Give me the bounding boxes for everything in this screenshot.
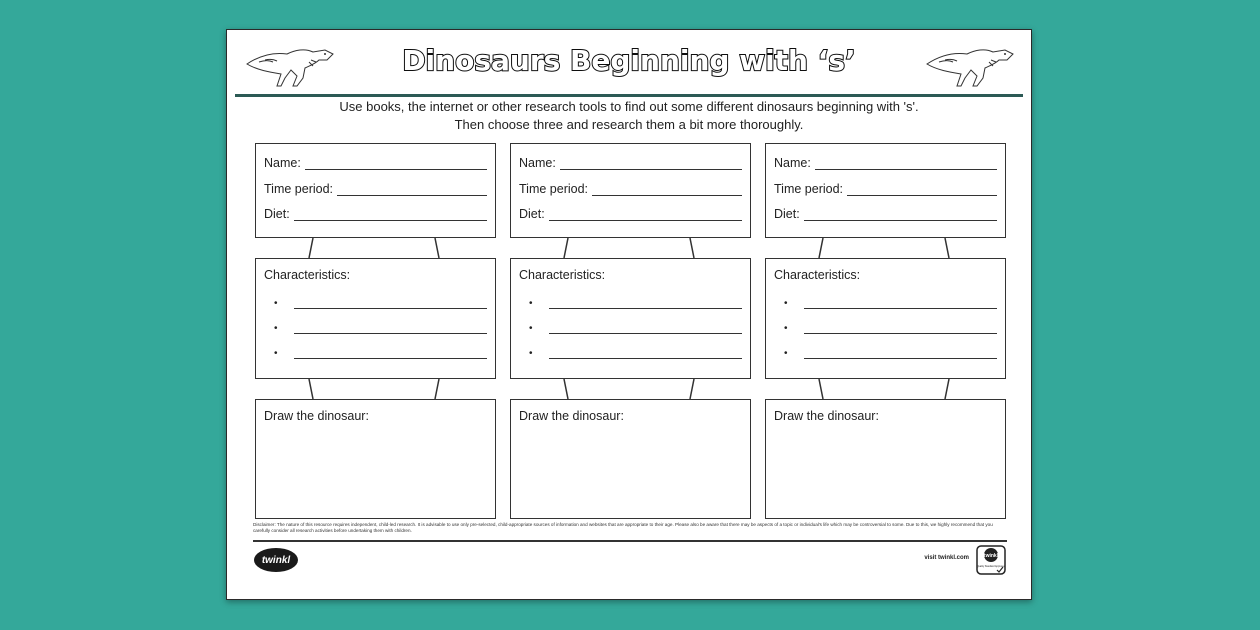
bullet: • bbox=[529, 323, 533, 334]
diet-field-3[interactable] bbox=[774, 203, 997, 221]
badge-subtext: Quality Standard Approved bbox=[976, 565, 1006, 568]
answer-line[interactable] bbox=[305, 157, 487, 170]
answer-line[interactable] bbox=[549, 323, 742, 334]
characteristic-line[interactable] bbox=[529, 295, 742, 309]
connector-3b bbox=[765, 379, 1006, 399]
disclaimer-text: Disclaimer: The nature of this resource requires independent, child-led research. It is advisable to use only pre-selected, child-appropriate sources of information and websites that are appropriate to their age. Please also be aware that there may be aspects of a topic or individual's life which may be controversial to some. Due to this, we highly recommend that you carefully consider all research activities before undertaking them with children. bbox=[253, 522, 993, 533]
connector-1a bbox=[255, 238, 496, 258]
time-period-label: Time period: bbox=[774, 182, 844, 196]
answer-line[interactable] bbox=[804, 348, 997, 359]
draw-label: Draw the dinosaur: bbox=[264, 409, 369, 423]
drawing-box-2[interactable] bbox=[510, 399, 751, 519]
bullet: • bbox=[784, 323, 788, 334]
characteristic-line[interactable] bbox=[529, 320, 742, 334]
diet-label: Diet: bbox=[264, 207, 290, 221]
answer-line[interactable] bbox=[847, 183, 997, 196]
time-period-field-2[interactable] bbox=[519, 178, 742, 196]
characteristic-line[interactable] bbox=[274, 320, 487, 334]
bullet: • bbox=[529, 348, 533, 359]
diet-field-2[interactable] bbox=[519, 203, 742, 221]
twinkl-logo[interactable] bbox=[253, 546, 299, 574]
bullet: • bbox=[274, 298, 278, 309]
bullet: • bbox=[784, 348, 788, 359]
footer-divider bbox=[253, 540, 1007, 542]
info-box-2 bbox=[510, 143, 751, 238]
answer-line[interactable] bbox=[294, 323, 487, 334]
info-box-3 bbox=[765, 143, 1006, 238]
name-field-3[interactable] bbox=[774, 152, 997, 170]
info-box-1 bbox=[255, 143, 496, 238]
answer-line[interactable] bbox=[294, 348, 487, 359]
answer-line[interactable] bbox=[294, 208, 487, 221]
characteristic-line[interactable] bbox=[784, 295, 997, 309]
bullet: • bbox=[274, 323, 278, 334]
characteristic-line[interactable] bbox=[274, 345, 487, 359]
worksheet-header bbox=[235, 34, 1023, 97]
characteristic-line[interactable] bbox=[529, 345, 742, 359]
answer-line[interactable] bbox=[549, 208, 742, 221]
connector-1b bbox=[255, 379, 496, 399]
answer-line[interactable] bbox=[804, 208, 997, 221]
answer-line[interactable] bbox=[592, 183, 742, 196]
instructions bbox=[227, 98, 1031, 134]
time-period-label: Time period: bbox=[519, 182, 589, 196]
name-label: Name: bbox=[774, 156, 811, 170]
worksheet-title: Dinosaurs Beginning with ‘s’ bbox=[402, 44, 856, 77]
characteristics-box-3 bbox=[765, 258, 1006, 379]
visit-twinkl-link[interactable]: visit twinkl.com bbox=[924, 555, 969, 561]
answer-line[interactable] bbox=[560, 157, 742, 170]
connector-2b bbox=[510, 379, 751, 399]
diet-field-1[interactable] bbox=[264, 203, 487, 221]
connector-2a bbox=[510, 238, 751, 258]
instructions-line-1: Use books, the internet or other research tools to find out some different dinosaurs beginning with 's'. bbox=[339, 99, 919, 114]
name-field-1[interactable] bbox=[264, 152, 487, 170]
answer-line[interactable] bbox=[815, 157, 997, 170]
connector-3a bbox=[765, 238, 1006, 258]
instructions-line-2: Then choose three and research them a bit more thoroughly. bbox=[454, 117, 804, 132]
drawing-box-3[interactable] bbox=[765, 399, 1006, 519]
name-label: Name: bbox=[264, 156, 301, 170]
answer-line[interactable] bbox=[337, 183, 487, 196]
characteristic-line[interactable] bbox=[784, 320, 997, 334]
answer-line[interactable] bbox=[294, 298, 487, 309]
characteristics-label: Characteristics: bbox=[774, 268, 861, 282]
time-period-field-1[interactable] bbox=[264, 178, 487, 196]
time-period-label: Time period: bbox=[264, 182, 334, 196]
draw-label: Draw the dinosaur: bbox=[774, 409, 879, 423]
drawing-box-1[interactable] bbox=[255, 399, 496, 519]
draw-label: Draw the dinosaur: bbox=[519, 409, 624, 423]
characteristics-label: Characteristics: bbox=[264, 268, 351, 282]
quality-badge-icon bbox=[975, 544, 1007, 576]
answer-line[interactable] bbox=[549, 348, 742, 359]
answer-line[interactable] bbox=[549, 298, 742, 309]
name-label: Name: bbox=[519, 156, 556, 170]
characteristic-line[interactable] bbox=[784, 345, 997, 359]
bullet: • bbox=[274, 348, 278, 359]
characteristic-line[interactable] bbox=[274, 295, 487, 309]
answer-line[interactable] bbox=[804, 298, 997, 309]
time-period-field-3[interactable] bbox=[774, 178, 997, 196]
characteristics-box-2 bbox=[510, 258, 751, 379]
name-field-2[interactable] bbox=[519, 152, 742, 170]
characteristics-box-1 bbox=[255, 258, 496, 379]
answer-line[interactable] bbox=[804, 323, 997, 334]
diet-label: Diet: bbox=[519, 207, 545, 221]
twinkl-logo-text: twinkl bbox=[261, 555, 291, 566]
bullet: • bbox=[529, 298, 533, 309]
worksheet-sheet bbox=[226, 29, 1032, 600]
badge-logo-text: twinkl bbox=[983, 553, 999, 559]
dinosaur-illustration-right bbox=[919, 38, 1019, 90]
bullet: • bbox=[784, 298, 788, 309]
characteristics-label: Characteristics: bbox=[519, 268, 606, 282]
diet-label: Diet: bbox=[774, 207, 800, 221]
